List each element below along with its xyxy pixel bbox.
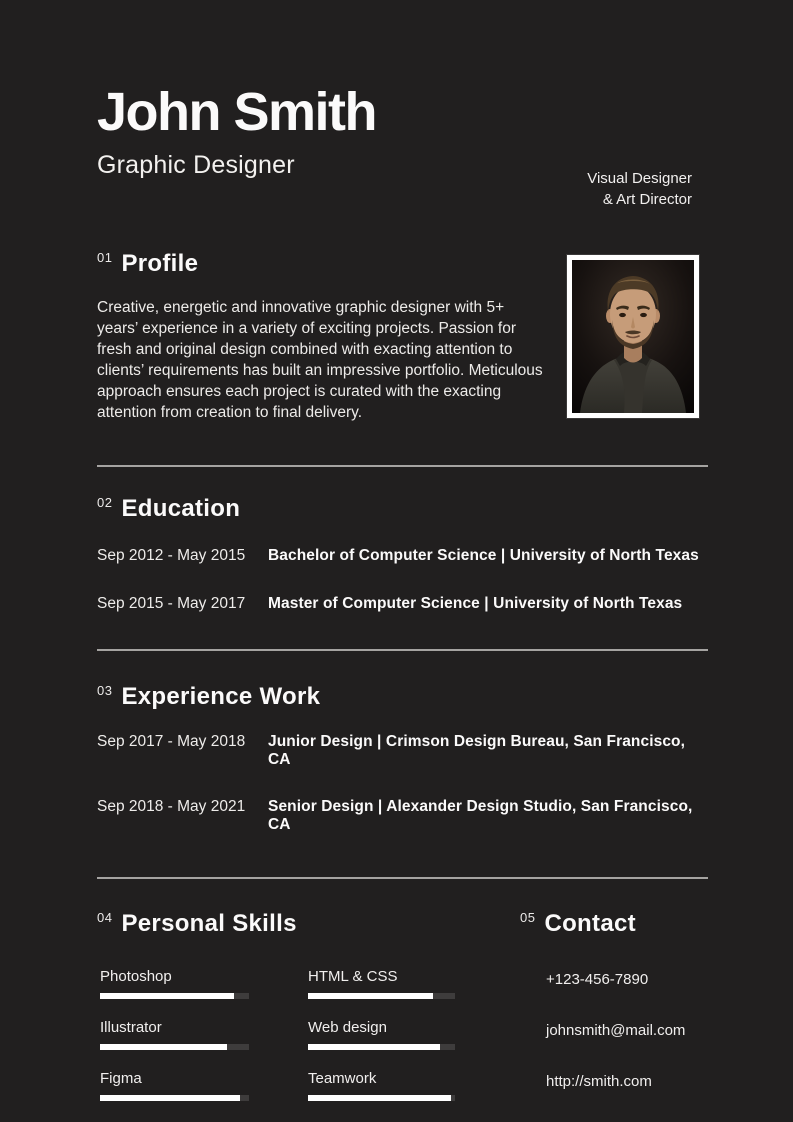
skill-bar-fill — [100, 993, 234, 999]
section-title: Profile — [121, 249, 199, 277]
education-detail: Bachelor of Computer Science | University of North Texas — [268, 546, 699, 564]
experience-row — [97, 798, 708, 834]
section-divider — [97, 465, 708, 467]
skill-label: Teamwork — [308, 1069, 377, 1087]
skill-bar-track — [100, 993, 249, 999]
skill-item — [308, 968, 455, 999]
skill-label: HTML & CSS — [308, 967, 398, 985]
section-title: Education — [121, 494, 241, 522]
skill-bar-fill — [308, 1095, 451, 1101]
skill-bar-fill — [100, 1095, 240, 1101]
section-title: Experience Work — [121, 682, 321, 710]
skill-item — [308, 1019, 455, 1050]
skill-item — [100, 1070, 249, 1101]
skill-bar-fill — [308, 1044, 440, 1050]
skill-label: Figma — [100, 1069, 142, 1087]
skill-bar-track — [308, 993, 455, 999]
tagline-line2: & Art Director — [602, 191, 692, 208]
contact-section — [520, 903, 685, 1101]
skill-bar-fill — [308, 993, 433, 999]
education-section-heading — [97, 488, 708, 526]
experience-row — [97, 733, 708, 769]
education-row — [97, 595, 708, 613]
tagline — [587, 168, 692, 210]
skill-label: Web design — [308, 1018, 387, 1036]
education-dates: Sep 2012 - May 2015 — [97, 546, 246, 564]
skill-item — [100, 1019, 249, 1050]
profile-summary-text: Creative, energetic and innovative graphic designer with 5+ years’ experience in a variety of exciting projects. Passion for fresh and original design combined with exacting attention to clients’ requirements has built an impressive portfolio. Meticulous approach ensures each project is curated with the exacting attention from creation to final delivery. — [97, 298, 543, 421]
contact-phone: +123-456-7890 — [546, 970, 649, 988]
skill-label: Photoshop — [100, 967, 172, 985]
person-name: John Smith — [97, 82, 376, 142]
education-detail: Master of Computer Science | University of North Texas — [268, 594, 683, 612]
education-row — [97, 547, 708, 565]
skill-item — [308, 1070, 455, 1101]
section-divider — [97, 649, 708, 651]
profile-photo — [572, 260, 694, 413]
section-number: 01 — [97, 249, 113, 265]
skills-section-heading — [97, 903, 465, 941]
experience-section-heading — [97, 676, 708, 714]
contact-email: johnsmith@mail.com — [546, 1021, 686, 1039]
section-number: 03 — [97, 682, 113, 698]
contact-section-heading — [520, 903, 685, 941]
section-number: 05 — [520, 909, 536, 925]
personal-skills-section — [97, 903, 465, 1101]
section-divider — [97, 877, 708, 879]
experience-dates: Sep 2017 - May 2018 — [97, 732, 246, 750]
skill-item — [100, 968, 249, 999]
section-title: Personal Skills — [121, 909, 297, 937]
skill-label: Illustrator — [100, 1018, 162, 1036]
skill-bar-track — [308, 1044, 455, 1050]
skill-bar-fill — [100, 1044, 227, 1050]
contact-website: http://smith.com — [546, 1072, 652, 1090]
education-dates: Sep 2015 - May 2017 — [97, 594, 246, 612]
section-number: 02 — [97, 494, 113, 510]
tagline-line1: Visual Designer — [587, 170, 692, 187]
skill-bar-track — [308, 1095, 455, 1101]
experience-detail: Junior Design | Crimson Design Bureau, San Francisco, CA — [268, 732, 686, 768]
skill-bar-track — [100, 1044, 249, 1050]
section-number: 04 — [97, 909, 113, 925]
skill-bar-track — [100, 1095, 249, 1101]
person-role: Graphic Designer — [97, 150, 295, 179]
experience-dates: Sep 2018 - May 2021 — [97, 797, 246, 815]
section-title: Contact — [544, 909, 636, 937]
profile-photo-frame — [567, 255, 699, 418]
experience-detail: Senior Design | Alexander Design Studio, San Francisco, CA — [268, 797, 693, 833]
